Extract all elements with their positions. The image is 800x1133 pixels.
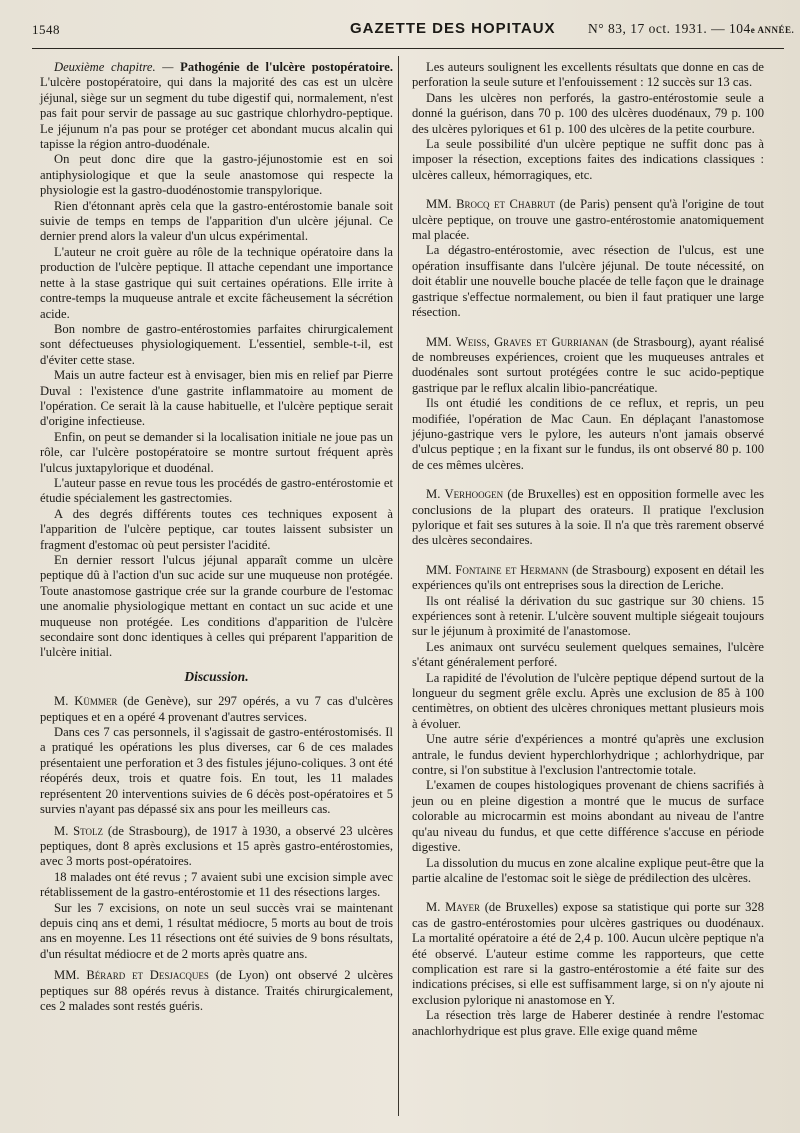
page-number: 1548 bbox=[32, 22, 60, 37]
paragraph: A des degrés différents toutes ces techniques exposent à l'apparition de l'ulcère peptique, car toutes laissent subsister un fragment d'estomac où peut persister l'acidité. bbox=[40, 506, 393, 552]
brocq-paragraph: MM. Brocq et Chabrut (de Paris) pensent qu'à l'origine de tout ulcère peptique, on trouve une gastro-entérostomie anatomiquement mal placée. bbox=[412, 197, 764, 243]
paragraph: Les auteurs soulignent les excellents résultats que donne en cas de perforation la seule suture et l'enfouissement : 12 succès sur 13 cas. bbox=[412, 60, 764, 90]
paragraph: 18 malades ont été revus ; 7 avaient subi une excision simple avec rétablissement de la gastro-entérostomie et 11 des résections larges. bbox=[40, 869, 393, 900]
paragraph-text: (de Bruxelles) est en opposition formelle avec les conclusions de la plupart des orateurs. Il pratique l'exclusion pylorique et fait ses sutures à la soie. Il n'a que très rarement observé des ulcères secondaires. bbox=[412, 487, 764, 548]
author-name: Stolz bbox=[73, 823, 104, 838]
paragraph: L'ulcère postopératoire, qui dans la majorité des cas est un ulcère jéjunal, siège sur un segment du tube digestif qui, normalement, n'est pas fait pour servir de passage au suc gastrique chlorhydro-peptique. Le jéjunum n'a pas pour se protéger cet abondant mucus alcalin qui tapisse la région antro-duodénale. bbox=[40, 75, 393, 152]
paragraph: L'auteur passe en revue tous les procédés de gastro-entérostomie et étudie spécialement les gastrectomies. bbox=[40, 475, 393, 506]
issue-suffix: e ANNÉE. bbox=[750, 25, 795, 35]
paragraph-text: (de Paris) pensent qu'à l'origine de tout ulcère peptique, on trouve une gastro-entérostomie anatomiquement mal placée. bbox=[412, 197, 764, 243]
paragraph: Rien d'étonnant après cela que la gastro-entérostomie banale soit suivie de temps en temps de l'apparition d'un ulcère jéjunal. Ce dernier prend alors la valeur d'un ulcus expérimental. bbox=[40, 198, 393, 244]
paragraph: Ils ont réalisé la dérivation du suc gastrique sur 30 chiens. 15 expériences sont à retenir. L'ulcère souvent multiple siégeait toujours sur le jéjunum à proximité de l'anastomose. bbox=[412, 593, 764, 639]
right-column bbox=[412, 60, 764, 1039]
paragraph: On peut donc dire que la gastro-jéjunostomie est en soi antiphysiologique et que la seule anastomose qui respecte la physiologie est la gastro-duodénostomie transpylorique. bbox=[40, 152, 393, 198]
chapter-label: Deuxième chapitre. — bbox=[54, 60, 181, 74]
page-header bbox=[32, 18, 795, 44]
paragraph-text: (de Genève), sur 297 opérés, a vu 7 cas d'ulcères peptiques et en a opéré 4 provenant d'autres services. bbox=[40, 694, 393, 724]
berard-paragraph: MM. Bérard et Desjacques (de Lyon) ont observé 2 ulcères peptiques sur 88 opérés revus à distance. Traités chirurgicalement, ces 2 malades sont restés guéris. bbox=[40, 968, 393, 1013]
paragraph: Mais un autre facteur est à envisager, bien mis en relief par Pierre Duval : l'existence d'une gastrite inflammatoire au moment de l'opération. Ce serait là la cause habituelle, et l'ulcère peptique serait d'origine infectieuse. bbox=[40, 368, 393, 429]
issue-info bbox=[588, 21, 794, 37]
paragraph-text: (de Strasbourg), de 1917 à 1930, a observé 23 ulcères peptiques, dont 8 après exclusions et 15 après gastro-entérostomies, avec 3 morts post-opératoires. bbox=[40, 823, 393, 869]
paragraph-text: (de Lyon) ont observé 2 ulcères peptiques sur 88 opérés revus à distance. Traités chirurgicalement, ces 2 malades sont restés guéris. bbox=[40, 968, 393, 1013]
kummer-paragraph: M. Kümmer (de Genève), sur 297 opérés, a vu 7 cas d'ulcères peptiques et en a opéré 4 provenant d'autres services. bbox=[40, 694, 393, 724]
author-names: Fontaine et Hermann bbox=[455, 562, 569, 577]
paragraph: Dans les ulcères non perforés, la gastro-entérostomie seule a donné la guérison, dans 70 p. 100 des ulcères duodénaux, 79 p. 100 des ulcères pyloriques et 61 p. 100 des ulcères de la petite courbure. bbox=[412, 90, 764, 136]
author-name: Verhoogen bbox=[444, 487, 504, 502]
paragraph: Les animaux ont survécu seulement quelques semaines, l'ulcère s'étant généralement perforé. bbox=[412, 639, 764, 670]
paragraph: Bon nombre de gastro-entérostomies parfaites chirurgicalement sont défectueuses physiologiquement. L'essentiel, semble-t-il, est d'éviter cette stase. bbox=[40, 321, 393, 367]
author-names: Brocq et Chabrut bbox=[456, 197, 555, 212]
journal-title: GAZETTE DES HOPITAUX bbox=[350, 20, 556, 37]
paragraph: La rapidité de l'évolution de l'ulcère peptique dépend surtout de la longueur du segment grêle exclu. Après une exclusion de 85 à 100 centimètres, on obtient des ulcères chroniques mettant plusieurs mois à évoluer. bbox=[412, 670, 764, 731]
chapter-heading: Pathogénie de l'ulcère postopératoire. bbox=[180, 60, 393, 74]
stolz-paragraph: M. Stolz (de Strasbourg), de 1917 à 1930, a observé 23 ulcères peptiques, dont 8 après exclusions et 15 après gastro-entérostomies, avec 3 morts post-opératoires. bbox=[40, 823, 393, 869]
left-column bbox=[40, 60, 393, 1014]
paragraph: Dans ces 7 cas personnels, il s'agissait de gastro-entérostomisés. Il a pratiqué les opérations les plus diverses, car 6 de ces malades présentaient une perforation et 3 des fistules jéjuno-coliques. 3 ont été réopérés deux, trois et quatre fois. En tout, les 11 malades représentent 20 interventions suivies de 6 décès post-opératoires et 5 survies n'ayant pas dépassé six ans pour les meilleurs cas. bbox=[40, 725, 393, 817]
paragraph: Sur les 7 excisions, on note un seul succès vrai se maintenant depuis cinq ans et demi, 1 résultat médiocre, 5 morts au bout de trois ans en moyenne. Les 11 résections ont été suivies de 9 bons résultats, d'un résultat médiocre et de 2 morts après quatre ans. bbox=[40, 900, 393, 961]
paragraph: Une autre série d'expériences a montré qu'après une exclusion antrale, le fundus devient hyperchlorhydrique ; achlorhydrique, par contre, si l'on substitue à l'exclusion l'antrectomie totale. bbox=[412, 732, 764, 778]
paragraph: La dissolution du mucus en zone alcaline explique peut-être que la partie alcaline de l'estomac soit le siège de prédilection des ulcères. bbox=[412, 855, 764, 885]
paragraph: Ils ont étudié les conditions de ce reflux, et repris, un peu modifiée, l'opération de Mac Caun. En déplaçant l'anastomose jéjuno-gastrique vers le pylore, les auteurs n'ont jamais observé d'ulcus peptique ; en la fixant sur le fundus, ils ont observé 80 p. 100 de ces mêmes ulcères. bbox=[412, 396, 764, 472]
paragraph-text: (de Bruxelles) expose sa statistique qui porte sur 328 cas de gastro-entérostomies pour ulcères gastriques ou duodénaux. La mortalité opératoire a été de 2,4 p. 100. Aucun ulcère peptique n'a été observé. L'auteur estime comme les rapporteurs, que cette complication est rare si la gastro-entérostomie a été faite sur des indications précises, si elle est suffisamment large, si on n'y ajoute ni exclusion pylorique ni anastomose en Y. bbox=[412, 900, 764, 1007]
paragraph: L'examen de coupes histologiques provenant de chiens sacrifiés à jeun ou en pleine digestion a montré que le mucus de surface colorable au microcarmin est moins abondant au niveau de l'antre qu'au niveau du fundus, et que cette différence s'accuse en période digestive. bbox=[412, 778, 764, 855]
paragraph: La résection très large de Haberer destinée à rendre l'estomac anachlorhydrique est plus grave. Elle exige quand même bbox=[412, 1008, 764, 1038]
paragraph-text: (de Strasbourg) exposent en détail les expériences qu'ils ont entreprises sous la direction de Leriche. bbox=[412, 562, 764, 593]
paragraph: En dernier ressort l'ulcus jéjunal apparaît comme un ulcère peptique dû à l'action d'un suc acide sur une muqueuse non protégée. Toute anastomose gastrique crée sur la grande courbure de l'estomac une anomalie physiologique mettant en contact un suc acide et une muqueuse non protégée. Les conditions d'apparition de l'ulcère secondaire sont donc identiques à celles qui préparent l'apparition de l'ulcère initial. bbox=[40, 553, 393, 660]
column-divider bbox=[398, 56, 399, 1116]
paragraph: L'auteur ne croit guère au rôle de la technique opératoire dans la production de l'ulcère peptique. Il attache cependant une importance nette à la stase gastrique qui suit certaines opérations. Elle irrite à contre-temps la muqueuse antrale et excite fâcheusement la sécrétion acide. bbox=[40, 244, 393, 321]
author-name: Kümmer bbox=[74, 694, 118, 709]
author-names: Bérard et Desjacques bbox=[86, 968, 209, 983]
paragraph: La seule possibilité d'un ulcère peptique ne suffit donc pas à imposer la résection, exceptions faites des indications classiques : ulcères calleux, hémorragiques, etc. bbox=[412, 137, 764, 182]
chapter-intro bbox=[40, 60, 393, 152]
author-names: Weiss, Graves et Gurrianan bbox=[456, 334, 609, 349]
paragraph-text: (de Strasbourg), ayant réalisé de nombreuses expériences, croient que les muqueuses antrales et duodénales sont surtout protégées contre le suc acido-peptique gastrique par le reflux alcalin libio-pancréatique. bbox=[412, 334, 764, 395]
paragraph: Enfin, on peut se demander si la localisation initiale ne joue pas un rôle, car l'ulcère postopératoire se montre surtout fréquent après l'ulcus juxtapylorique et duodénal. bbox=[40, 429, 393, 475]
author-name: Mayer bbox=[445, 900, 480, 915]
issue-number: N° 83, 17 oct. 1931. — 104 bbox=[588, 21, 751, 36]
verhoogen-paragraph: M. Verhoogen (de Bruxelles) est en opposition formelle avec les conclusions de la plupart des orateurs. Il pratique l'exclusion pylorique et fait ses sutures à la soie. Il n'a que très rarement observé des ulcères secondaires. bbox=[412, 487, 764, 548]
weiss-paragraph: MM. Weiss, Graves et Gurrianan (de Strasbourg), ayant réalisé de nombreuses expériences, croient que les muqueuses antrales et duodénales sont surtout protégées contre le suc acido-peptique gastrique par le reflux alcalin libio-pancréatique. bbox=[412, 334, 764, 395]
fontaine-paragraph: MM. Fontaine et Hermann (de Strasbourg) exposent en détail les expériences qu'ils ont entreprises sous la direction de Leriche. bbox=[412, 562, 764, 593]
header-rule bbox=[32, 48, 784, 49]
mayer-paragraph: M. Mayer (de Bruxelles) expose sa statistique qui porte sur 328 cas de gastro-entérostomies pour ulcères gastriques ou duodénaux. La mortalité opératoire a été de 2,4 p. 100. Aucun ulcère peptique n'a été observé. L'auteur estime comme les rapporteurs, que cette complication est rare si la gastro-entérostomie a été faite sur des indications précises, si elle est suffisamment large, si on n'y ajoute ni exclusion pylorique ni anastomose en Y. bbox=[412, 900, 764, 1007]
paragraph: La dégastro-entérostomie, avec résection de l'ulcus, est une opération insuffisante dans l'ulcère jéjunal. De toute nécessité, on doit établir une nouvelle bouche placée de telle façon que le drainage gastrique s'effectue normalement, ou bien il faut pratiquer une large résection. bbox=[412, 243, 764, 320]
discussion-heading: Discussion. bbox=[184, 668, 249, 684]
